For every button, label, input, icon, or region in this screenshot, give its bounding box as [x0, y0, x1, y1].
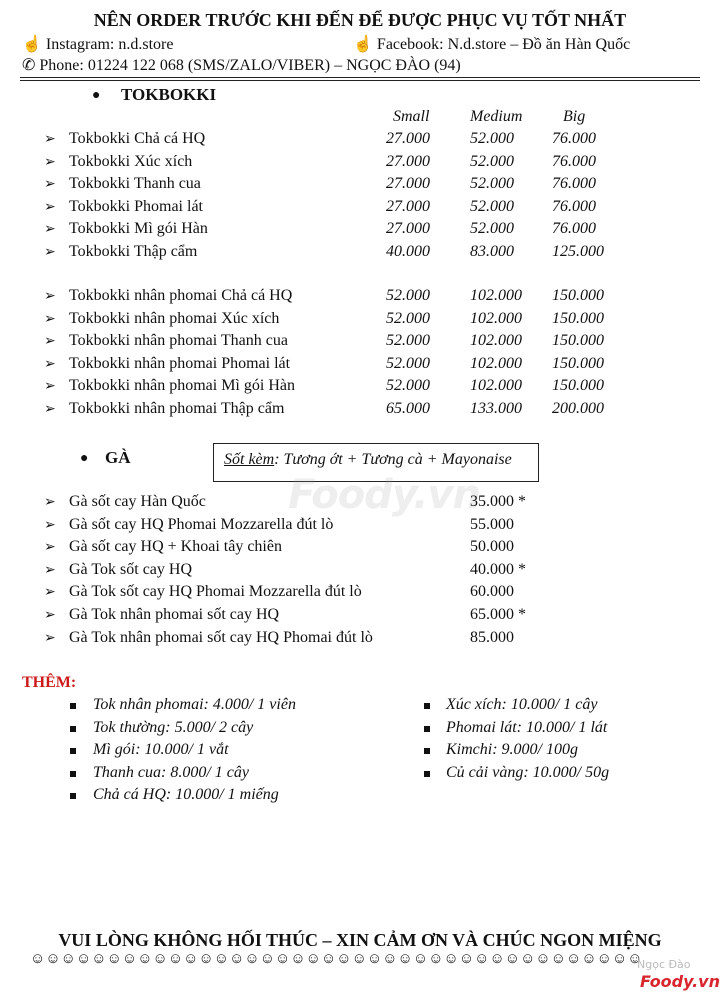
phone-line [22, 55, 461, 75]
arrow-bullet-icon: ➢ [44, 562, 56, 578]
price-medium: 52.000 [470, 197, 514, 215]
price-big: 150.000 [552, 377, 604, 395]
arrow-bullet-icon: ➢ [44, 177, 56, 193]
price-small: 27.000 [386, 197, 430, 215]
menu-item-name: Tokbokki nhân phomai Phomai lát [69, 354, 291, 372]
extra-item: Thanh cua: 8.000/ 1 cây [93, 763, 249, 781]
square-bullet-icon [70, 771, 76, 777]
price-small: 27.000 [386, 175, 430, 193]
instagram-text: Instagram: n.d.store [45, 36, 174, 53]
price-big: 150.000 [552, 287, 604, 304]
menu-item-name: Tokbokki nhân phomai Chả cá HQ [69, 287, 293, 304]
menu-item-name: Tokbokki Phomai lát [69, 197, 203, 215]
extra-item: Chả cá HQ: 10.000/ 1 miếng [93, 786, 279, 804]
pointing-hand-icon: ☝ [22, 36, 42, 53]
square-bullet-icon [70, 726, 76, 732]
section-bullet: ● [80, 451, 89, 466]
price-big: 76.000 [552, 197, 596, 215]
header-divider-thin [20, 80, 700, 81]
arrow-bullet-icon: ➢ [44, 630, 56, 646]
extra-item: Phomai lát: 10.000/ 1 lát [446, 718, 608, 736]
menu-item-price: 35.000 * [470, 493, 526, 510]
tokbokki-heading: TOKBOKKI [121, 85, 217, 104]
header-divider [20, 77, 700, 78]
menu-item-name: Tokbokki Mì gói Hàn [69, 220, 208, 238]
menu-item-name: Tokbokki Xúc xích [69, 152, 193, 170]
price-medium: 102.000 [470, 354, 522, 372]
arrow-bullet-icon: ➢ [44, 154, 56, 170]
price-small: 52.000 [386, 309, 430, 327]
arrow-bullet-icon: ➢ [44, 495, 56, 510]
price-small: 65.000 [386, 400, 430, 417]
price-big: 150.000 [552, 309, 604, 327]
menu-item-name: Tokbokki nhân phomai Mì gói Hàn [69, 377, 295, 395]
section-bullet: ● [92, 88, 101, 103]
price-small: 27.000 [386, 220, 430, 238]
price-small: 27.000 [386, 152, 430, 170]
arrow-bullet-icon: ➢ [44, 608, 56, 623]
menu-item-name: Gà sốt cay HQ + Khoai tây chiên [69, 538, 282, 556]
foody-logo: Foody.vn [640, 972, 720, 991]
extra-item: Kimchi: 9.000/ 100g [446, 741, 578, 759]
column-big: Big [563, 108, 586, 125]
menu-item-name: Gà Tok sốt cay HQ Phomai Mozzarella đút lò [69, 583, 362, 601]
arrow-bullet-icon: ➢ [44, 311, 56, 327]
price-medium: 83.000 [470, 243, 514, 260]
them-heading: THÊM: [22, 674, 77, 691]
facebook-line [353, 34, 630, 54]
pointing-hand-icon: ☝ [353, 36, 373, 53]
instagram-line [22, 34, 173, 54]
price-medium: 102.000 [470, 332, 522, 350]
price-medium: 52.000 [470, 220, 514, 238]
price-small: 52.000 [386, 377, 430, 395]
square-bullet-icon [70, 793, 76, 799]
phone-text: Phone: 01224 122 068 (SMS/ZALO/VIBER) – NGỌC ĐÀO (94) [39, 57, 461, 74]
price-medium: 102.000 [470, 309, 522, 327]
menu-item-name: Tokbokki nhân phomai Xúc xích [69, 309, 280, 327]
price-big: 76.000 [552, 175, 596, 193]
arrow-bullet-icon: ➢ [44, 517, 56, 533]
page-title: NÊN ORDER TRƯỚC KHI ĐẾN ĐỂ ĐƯỢC PHỤC VỤ TỐT NHẤT [93, 10, 627, 30]
price-big: 76.000 [552, 220, 596, 238]
arrow-bullet-icon: ➢ [44, 402, 56, 417]
arrow-bullet-icon: ➢ [44, 199, 56, 215]
square-bullet-icon [70, 748, 76, 754]
extra-item: Mì gói: 10.000/ 1 vắt [93, 741, 229, 759]
foody-watermark: Foody.vn [288, 472, 480, 518]
extra-item: Củ cải vàng: 10.000/ 50g [446, 763, 610, 781]
arrow-bullet-icon: ➢ [44, 289, 56, 304]
price-big: 150.000 [552, 332, 604, 350]
price-big: 200.000 [552, 400, 604, 417]
price-medium: 52.000 [470, 130, 514, 147]
price-medium: 52.000 [470, 175, 514, 193]
price-small: 52.000 [386, 332, 430, 350]
menu-item-price: 50.000 [470, 538, 514, 556]
smiley-row: ☺☺☺☺☺☺☺☺☺☺☺☺☺☺☺☺☺☺☺☺☺☺☺☺☺☺☺☺☺☺☺☺☺☺☺☺☺☺☺☺ [30, 951, 643, 967]
arrow-bullet-icon: ➢ [44, 585, 56, 601]
square-bullet-icon [424, 771, 430, 777]
column-medium: Medium [470, 108, 523, 125]
menu-item-price: 60.000 [470, 583, 514, 601]
square-bullet-icon [424, 726, 430, 732]
price-medium: 102.000 [470, 377, 522, 395]
extra-item: Tok thường: 5.000/ 2 cây [93, 718, 254, 736]
menu-item-name: Gà Tok nhân phomai sốt cay HQ Phomai đút lò [69, 628, 373, 646]
menu-item-name: Tokbokki nhân phomai Thanh cua [69, 332, 288, 350]
price-small: 40.000 [386, 243, 430, 260]
menu-item-name: Tokbokki Thanh cua [69, 175, 201, 193]
sauce-note [224, 451, 512, 469]
arrow-bullet-icon: ➢ [44, 356, 56, 372]
arrow-bullet-icon: ➢ [44, 222, 56, 238]
menu-item-name: Gà sốt cay HQ Phomai Mozzarella đút lò [69, 515, 334, 533]
menu-item-name: Gà sốt cay Hàn Quốc [69, 493, 206, 510]
price-big: 125.000 [552, 243, 604, 260]
author-watermark: Ngọc Đào [637, 958, 691, 971]
footer-message: VUI LÒNG KHÔNG HỐI THÚC – XIN CẢM ƠN VÀ CHÚC NGON MIỆNG [58, 930, 662, 950]
price-big: 150.000 [552, 354, 604, 372]
menu-item-name: Gà Tok sốt cay HQ [69, 560, 193, 578]
extra-item: Tok nhân phomai: 4.000/ 1 viên [93, 696, 296, 713]
menu-item-name: Tokbokki nhân phomai Thập cẩm [69, 400, 285, 417]
phone-icon: ✆ [22, 57, 36, 74]
square-bullet-icon [424, 748, 430, 754]
price-small: 27.000 [386, 130, 430, 147]
square-bullet-icon [424, 703, 430, 709]
menu-item-price: 65.000 * [470, 606, 526, 623]
price-medium: 133.000 [470, 400, 522, 417]
square-bullet-icon [70, 703, 76, 709]
menu-item-price: 85.000 [470, 628, 514, 646]
arrow-bullet-icon: ➢ [44, 132, 56, 147]
menu-item-price: 55.000 [470, 515, 514, 533]
arrow-bullet-icon: ➢ [44, 379, 56, 395]
price-medium: 52.000 [470, 152, 514, 170]
sauce-label: Sốt kèm [224, 451, 275, 468]
price-big: 76.000 [552, 152, 596, 170]
price-medium: 102.000 [470, 287, 522, 304]
price-small: 52.000 [386, 287, 430, 304]
facebook-text: Facebook: N.d.store – Đồ ăn Hàn Quốc [376, 36, 631, 53]
arrow-bullet-icon: ➢ [44, 334, 56, 350]
column-small: Small [393, 108, 430, 125]
extra-item: Xúc xích: 10.000/ 1 cây [446, 696, 598, 713]
arrow-bullet-icon: ➢ [44, 540, 56, 556]
arrow-bullet-icon: ➢ [44, 245, 56, 260]
menu-item-name: Gà Tok nhân phomai sốt cay HQ [69, 606, 280, 623]
menu-item-name: Tokbokki Chả cá HQ [69, 130, 206, 147]
ga-heading: GÀ [105, 448, 131, 467]
sauce-text: : Tương ớt + Tương cà + Mayonaise [274, 451, 512, 468]
menu-item-name: Tokbokki Thập cẩm [69, 243, 198, 260]
menu-item-price: 40.000 * [470, 560, 526, 578]
price-big: 76.000 [552, 130, 596, 147]
price-small: 52.000 [386, 354, 430, 372]
